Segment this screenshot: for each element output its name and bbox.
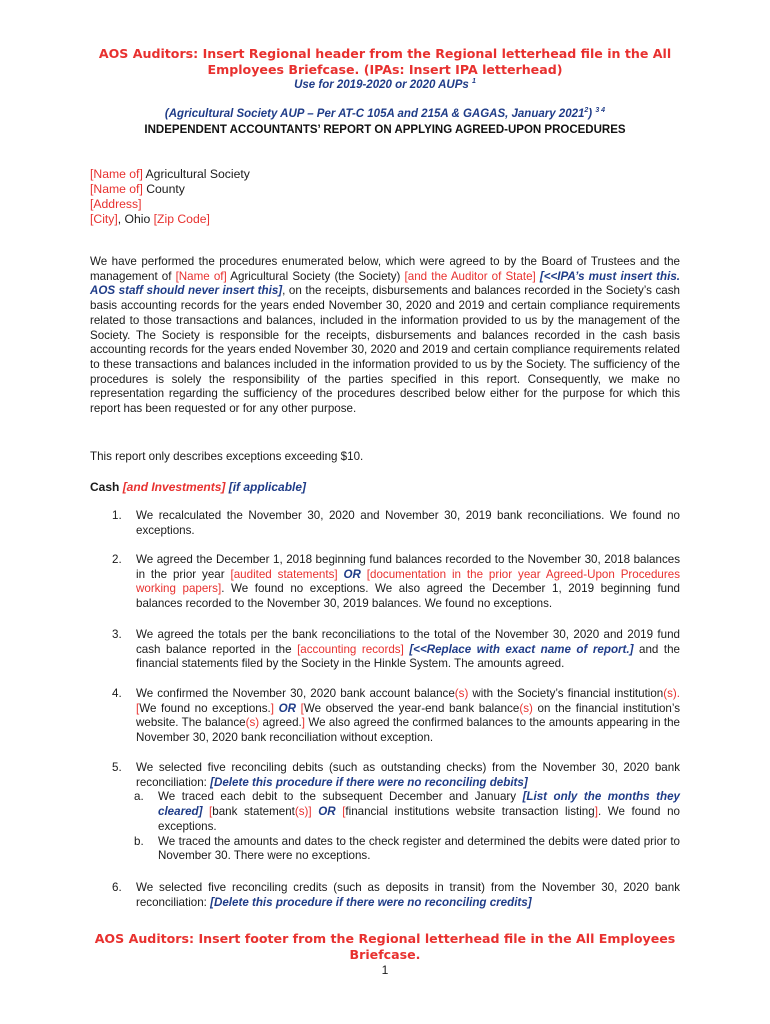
placeholder: [and Investments] [122, 480, 226, 494]
text: We observed the year-end bank balance [303, 701, 520, 715]
text: We traced each debit to the subsequent December and January [158, 790, 523, 804]
placeholder: [Zip Code] [153, 212, 210, 226]
text: We have performed the procedures enumerated below, which were agreed to by the Board of Trustees and the management of [90, 255, 680, 283]
instruction-note: [<<Replace with exact name of report.] [403, 642, 634, 656]
sub-letter: b. [134, 834, 144, 848]
item-number: 1. [112, 509, 122, 522]
sub-letter: a. [134, 790, 144, 804]
address-line-2 [90, 182, 250, 197]
placeholder: (s) [454, 687, 469, 700]
item-text [136, 553, 680, 612]
instruction-note: [if applicable] [225, 480, 307, 494]
placeholder: [audited statements] [230, 567, 338, 581]
text: Agricultural Society (the Society) [226, 269, 405, 283]
placeholder: ] [301, 716, 306, 730]
footnote-ref: 1 [472, 78, 476, 86]
sub-procedure-a [134, 790, 680, 834]
procedure-1 [112, 509, 680, 538]
regional-header-instruction: AOS Auditors: Insert Regional header from the Regional letterhead file in the All Employees Briefcase. (IPAs: Insert IPA letterhead) [98, 46, 672, 77]
placeholder: [ [342, 805, 346, 819]
text: with the Society’s financial institution [468, 687, 664, 700]
text: on the financial institution’s website. The balance [136, 701, 681, 730]
text: We selected five reconciling debits (such as outstanding checks) from the November 30, 2020 bank reconciliation: [136, 761, 680, 789]
heading-text: Cash [90, 480, 123, 494]
placeholder: ] [270, 701, 275, 715]
instruction-note: [<<IPA’s must insert this. AOS staff should never insert this] [90, 269, 680, 298]
item-text [136, 687, 680, 746]
report-title: INDEPENDENT ACCOUNTANTS’ REPORT ON APPLYING AGREED-UPON PROCEDURES [144, 124, 626, 136]
placeholder: [Name of] [90, 167, 143, 181]
item-text [136, 881, 680, 910]
text: We agreed the December 1, 2018 beginning fund balances recorded to the November 30, 2018 balances in the prior year [136, 553, 680, 581]
placeholder: [ [300, 701, 304, 715]
procedure-6 [112, 881, 680, 910]
use-for-line [60, 79, 710, 91]
footnote-ref: 3 4 [595, 107, 606, 115]
or-marker: OR [274, 701, 301, 715]
text: We found no exceptions. [139, 701, 271, 715]
item-number: 2. [112, 553, 122, 566]
address-text: County [142, 182, 185, 196]
placeholder: [and the Auditor of State] [404, 269, 536, 283]
text: and the financial statements filed by the Society in the Hinkle System. The amounts agreed. [136, 642, 681, 671]
placeholder: (s) [519, 701, 533, 715]
text: We confirmed the November 30, 2020 bank account balance [136, 687, 455, 700]
or-marker: OR [337, 567, 367, 581]
text: financial institutions website transaction listing [345, 805, 595, 819]
procedure-3 [112, 628, 680, 672]
placeholder: (s) [245, 716, 260, 730]
footnote-ref: 2 [584, 107, 589, 115]
instruction-note: [Delete this procedure if there were no reconciling credits] [210, 895, 532, 909]
placeholder: [Address] [90, 197, 142, 211]
addressee-block [90, 167, 250, 227]
placeholder: [City] [90, 212, 118, 226]
subtitle-close: ) [588, 108, 593, 120]
address-line-1 [90, 167, 250, 182]
address-text: Agricultural Society [142, 167, 250, 181]
item-number: 3. [112, 628, 122, 641]
placeholder: (s). [ [136, 687, 681, 715]
text: , on the receipts, disbursements and balances recorded in the Society’s cash basis accounting records for the years ended November 30, 2020 and 2019 and certain compliance requirements related to those transactions and balances, included in the information provided to us by the management of the Society. The Society is responsible for the receipts, disbursements and balances recorded in the cash basis accounting records for the years ended November 30, 2020 and 2019 and certain compliance requirements related to these transactions and balances included in the information provided to us by the Society. The sufficiency of the procedures is solely the responsibility of the parties specified in this report. Consequently, we make no representation regarding the sufficiency of the procedures described below either for the purpose for which this report has been requested or for any other purpose. [90, 284, 680, 416]
text: We traced the amounts and dates to the check register and determined the debits were dated prior to November 30. There were no exceptions. [158, 834, 680, 863]
regional-footer-instruction: AOS Auditors: Insert footer from the Regional letterhead file in the All Employees Briefcase. [94, 931, 676, 962]
text: We selected five reconciling credits (such as deposits in transit) from the November 30, 2020 bank reconciliation: [136, 881, 680, 909]
procedure-5 [112, 761, 680, 864]
text: agreed. [259, 716, 302, 730]
page-number: 1 [381, 963, 389, 977]
instruction-note: [List only the months they cleared] [158, 790, 680, 819]
subtitle-text: (Agricultural Society AUP – Per AT-C 105A and 215A & GAGAS, January 2021 [164, 108, 585, 120]
text: . We found no exceptions. We also agreed the December 1, 2019 beginning fund balances recorded to the November 30, 2019 balances. We found no exceptions. [136, 582, 681, 611]
procedure-4 [112, 687, 680, 746]
cash-section-heading [90, 480, 306, 494]
procedure-2 [112, 553, 680, 612]
text: bank statement [212, 805, 295, 819]
item-text [136, 761, 680, 790]
instruction-note: [Delete this procedure if there were no reconciling debits] [210, 775, 528, 789]
exceptions-note: This report only describes exceptions exceeding $10. [90, 450, 364, 463]
placeholder: ] [594, 805, 598, 819]
report-subtitle [60, 108, 710, 120]
use-for-text: Use for 2019-2020 or 2020 AUPs [294, 79, 469, 91]
item-number: 6. [112, 881, 122, 894]
placeholder: [documentation in the prior year Agreed-Upon Procedures working papers] [136, 567, 680, 596]
item-number: 5. [112, 761, 122, 774]
address-line-4 [90, 212, 250, 227]
item-text: We recalculated the November 30, 2020 and November 30, 2019 bank reconciliations. We found no exceptions. [136, 509, 680, 537]
placeholder: [Name of] [175, 269, 227, 283]
sub-procedure-b [134, 834, 680, 864]
placeholder: [Name of] [90, 182, 143, 196]
text: We also agreed the confirmed balances to the amounts appearing in the November 30, 2020 bank reconciliation without exception. [136, 716, 681, 745]
item-number: 4. [112, 687, 122, 700]
item-text [136, 628, 680, 672]
placeholder: (s)] [294, 805, 312, 819]
or-marker: OR [311, 805, 343, 819]
address-line-3 [90, 197, 250, 212]
intro-paragraph [90, 255, 680, 417]
placeholder: [ [202, 805, 213, 819]
text: . We found no exceptions. [158, 805, 680, 833]
placeholder: [accounting records] [297, 642, 404, 656]
address-text: , Ohio [117, 212, 154, 226]
text: We agreed the totals per the bank reconciliations to the total of the November 30, 2020 and 2019 fund cash balance reported in the [136, 628, 680, 656]
